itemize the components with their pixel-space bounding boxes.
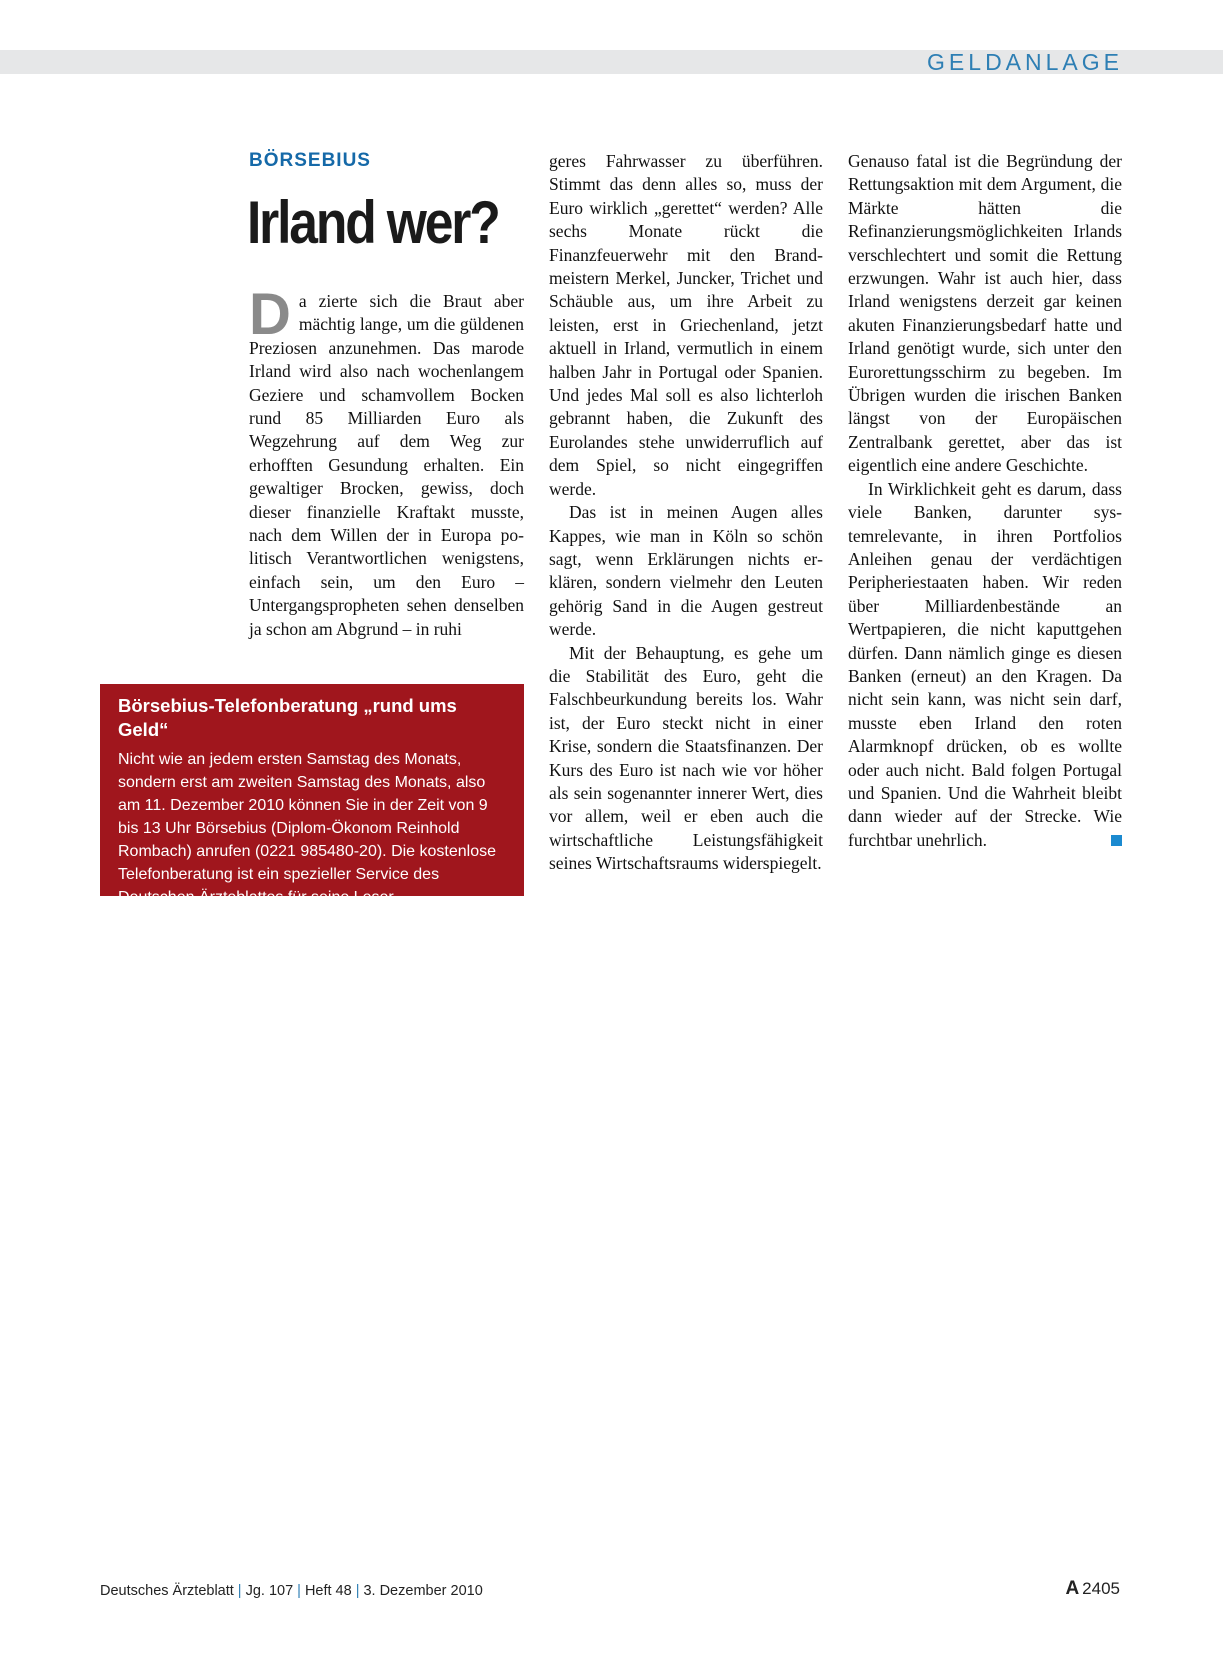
page-number-value: 2405 <box>1082 1579 1120 1598</box>
paragraph <box>848 478 1122 853</box>
info-box-title: Börsebius-Telefonberatung „rund ums Geld“ <box>118 695 457 740</box>
dropcap: D <box>249 282 291 347</box>
paragraph: Mit der Behauptung, es gehe um die Stabilität des Euro, geht die Falschbeurkundung bereits los. Wahr ist, der Euro steckt nicht in einer Krise, sondern die Staatsfinanzen. Der Kurs des Euro ist nach wie vor höher als sein sogenannter innerer Wert, dies vor allem, weil er eben auch die wirtschaftliche Leistungsfähigkeit seines Wirtschaftsraums widerspiegelt. <box>549 642 823 874</box>
article-column-1 <box>249 282 524 641</box>
footer-publication: Deutsches Ärzteblatt <box>100 1583 234 1599</box>
paragraph: Genauso fatal ist die Begründung der Rettungsaktion mit dem Argument, die Märkte hätten die Refinanzierungsmöglichkeiten Irlands verschlechtert und somit die Rettung erzwungen. Wahr ist auch hier, dass Irland wenigstens derzeit gar keinen akuten Finanzierungsbedarf hatte und Irland genötigt wurde, sich unter den Eurorettungsschirm zu begeben. Im Übrigen wurden die irischen Banken längst von der Europäischen Zentralbank gerettet, aber das ist eigentlich eine andere Geschichte. <box>848 151 1122 476</box>
article-kicker: BÖRSEBIUS <box>249 150 371 171</box>
info-box <box>100 684 524 906</box>
paragraph-text: In Wirklichkeit geht es darum, dass viele Banken, darunter systemrelevante, in ihren Portfolios Anleihen genau der verdächtigen Peripheriestaaten haben. Wir reden über Milliardenbestände an Wertpapieren, die nicht kaputtgehen dürfen. Dann nämlich ginge es diesen Banken (erneut) an den Kragen. Da nicht sein kann, was nicht sein darf, musste eben Irland den roten Alarmknopf drücken, ob es wollte oder auch nicht. Bald folgen Portugal und Spanien. Und die Wahrheit bleibt dann wieder auf der Strecke. Wie furchtbar unehrlich. <box>848 478 1122 850</box>
paragraph: geres Fahrwasser zu überführen. Stimmt das denn alles so, muss der Euro wirklich „gerettet“ werden? Alle sechs Monate rückt die Finanzfeuerwehr mit den Brandmeistern Merkel, Juncker, Trichet und Schäuble aus, um ihre Arbeit zu leisten, erst in Griechenland, jetzt aktuell in Irland, vermutlich in einem halben Jahr in Portugal oder Spanien. Und jedes Mal soll es also lichterloh gebrannt haben, die Zukunft des Eurolandes stehe unwiderruflich auf dem Spiel, so nicht eingegriffen werde. <box>549 151 823 499</box>
paragraph: a zierte sich die Braut aber mächtig lange, um die güldenen Preziosen anzunehmen. Das marode Irland wird also nach wochenlangem Geziere und schamvollem Bocken rund 85 Milliarden Euro als Wegzehrung auf dem Weg zur erhofften Gesundung erhalten. Ein gewaltiger Brocken, gewiss, doch dieser finanzielle Kraftakt musste, nach dem Willen der in Europa politisch Verantwortlichen wenigstens, einfach sein, um den Euro – Untergangspropheten sehen denselben ja schon am Abgrund – in ruhi <box>249 291 524 639</box>
info-box-body: Nicht wie an jedem ersten Samstag des Monats, sondern erst am zweiten Samstag des Monats, also am 11. Dezember 2010 können Sie in der Zeit von 9 bis 13 Uhr Börsebius (Diplom-Ökonom Reinhold Rombach) anrufen (0221 985480-20). Die kostenlose Telefonberatung ist ein spezieller Service des Deutschen Ärzteblattes für seine Leser. <box>118 751 497 906</box>
footer-date: 3. Dezember 2010 <box>363 1583 483 1599</box>
footer-citation <box>100 1581 483 1601</box>
footer-separator: | <box>237 1583 242 1599</box>
footer-volume: Jg. 107 <box>245 1583 294 1599</box>
article-column-2 <box>549 150 823 876</box>
footer-separator: | <box>297 1583 301 1599</box>
end-of-article-icon <box>1111 835 1122 846</box>
page-prefix: A <box>1065 1578 1080 1599</box>
section-label: GELDANLAGE <box>927 49 1123 75</box>
footer-issue: Heft 48 <box>304 1583 352 1599</box>
page-number <box>1065 1578 1120 1600</box>
footer-separator: | <box>355 1583 360 1599</box>
article-column-3 <box>848 150 1122 852</box>
paragraph: Das ist in meinen Augen alles Kappes, wie man in Köln so schön sagt, wenn Erklärungen nichts erklären, sondern vielmehr den Leuten gehörig Sand in die Augen gestreut werde. <box>549 502 823 640</box>
article-headline: Irland wer? <box>247 189 499 256</box>
